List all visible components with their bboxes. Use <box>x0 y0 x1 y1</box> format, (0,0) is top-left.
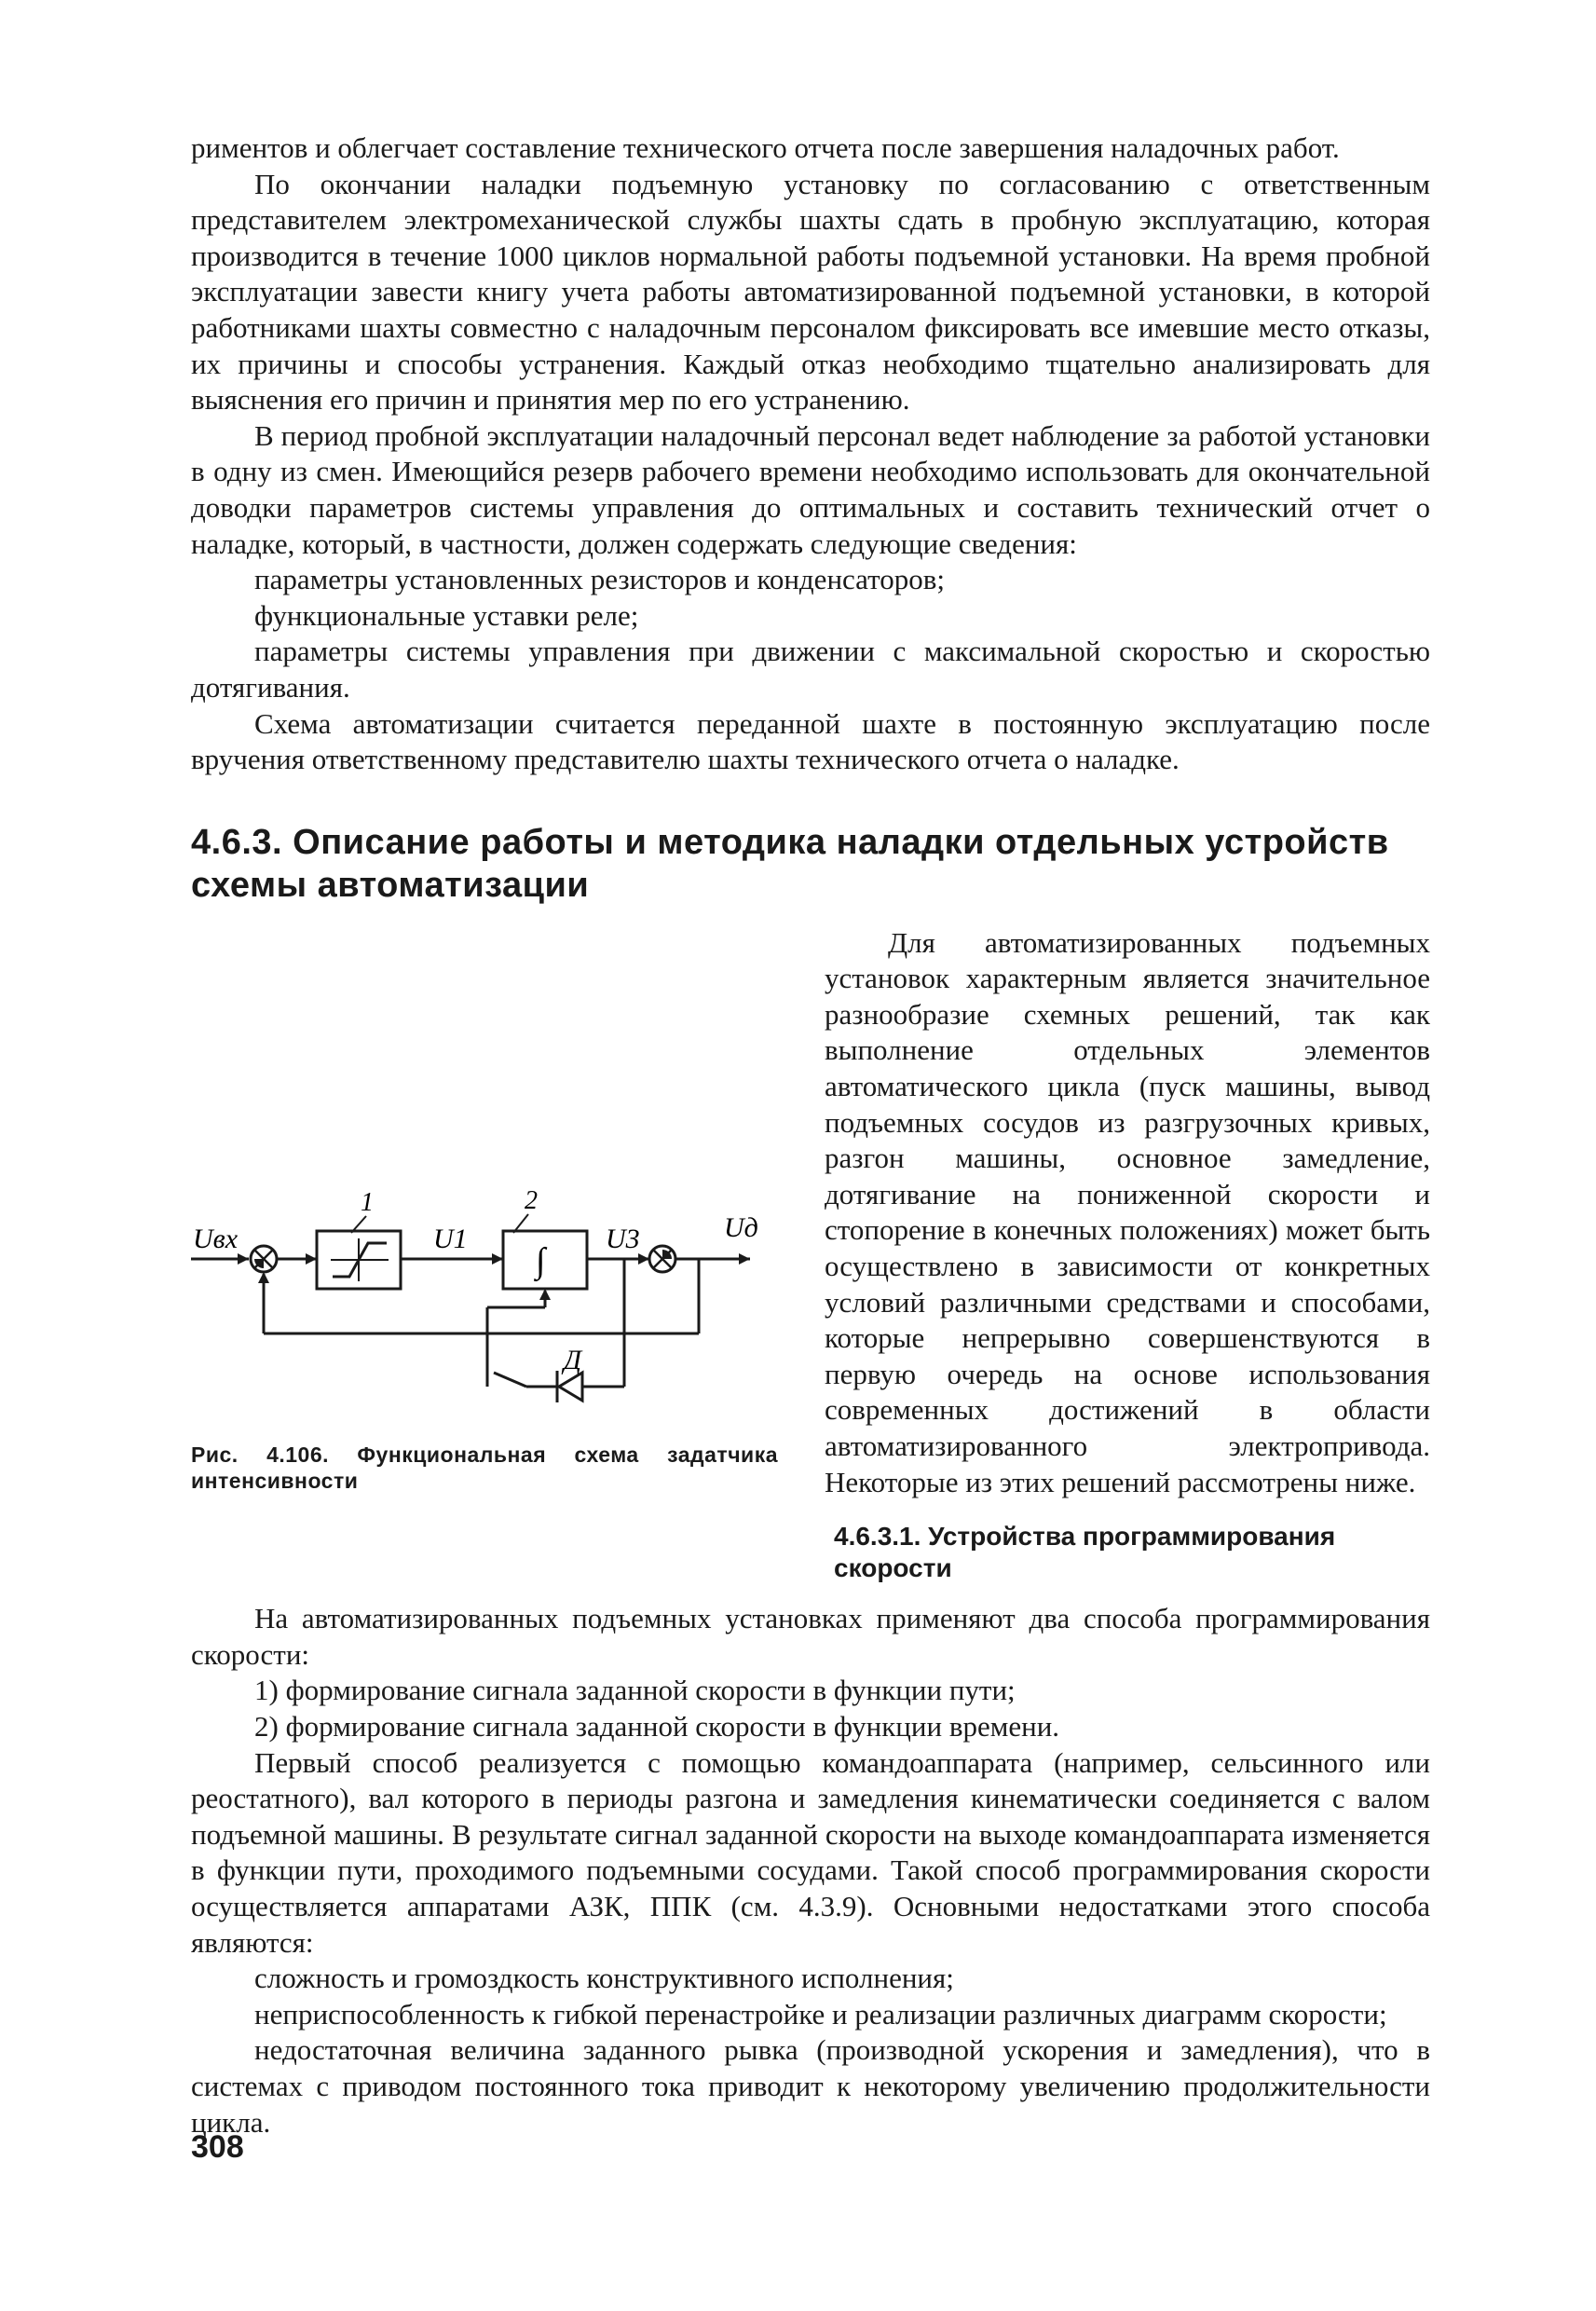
u1-label: U1 <box>433 1223 468 1254</box>
list-item-resistors: параметры установленных резисторов и конденсаторов; <box>254 563 946 596</box>
switch-contact <box>494 1373 526 1387</box>
u3-label: U3 <box>606 1223 640 1254</box>
feedback-arrow <box>258 1272 269 1283</box>
section-intro-text: Для автоматизированных подъемных установок характерным является значительное разнообразие схемных решений, так как выполнение отдельных элементов автоматического цикла (пуск машины, вывод подъемных сосудов из разгрузочных кривых, разгон машины, основное замедление, дотягивание на пониженной скорости и стопорение в конечных положениях) может быть осуществлено в зависимости от конкретных условий различными средствами и способами, которые непрерывно совершенствуются в первую очередь на основе использования современных достижений в области автоматизированного электропривода. Некоторые из этих решений рассмотрены ниже. <box>825 925 1430 1498</box>
subsection-title: 4.6.3.1. Устройства программирования скорости <box>834 1522 1336 1583</box>
page-body <box>191 130 1430 2140</box>
input-arrow <box>238 1253 249 1265</box>
paragraph-two-methods: На автоматизированных подъемных установках применяют два способа программирования скорости: <box>191 1602 1430 1671</box>
paragraph-handover: Схема автоматизации считается переданной шахте в постоянную эксплуатацию после вручения ответственному представителю шахты технического отчета о наладке. <box>191 706 1430 776</box>
diode-label: Д <box>564 1344 582 1375</box>
list-item-jerk: недостаточная величина заданного рывка (производной ускорения и замедления), что в системах с приводом постоянного тока приводит к некоторому увеличению продолжительности цикла. <box>191 2033 1430 2139</box>
arrow-to-block-1 <box>306 1253 317 1265</box>
paragraph-trial-operation: По окончании наладки подъемную установку по согласованию с ответственным представителем электромеханической службы шахты сдать в пробную эксплуатацию, которая производится в течение 1000 циклов нормальной работы подъемной установки. На время пробной эксплуатации завести книгу учета работы автоматизированной подъемной установки, в которой работниками шахты совместно с наладочным персоналом фиксировать все имевшие место отказы, их причины и способы устранения. Каждый отказ необходимо тщательно анализировать для выяснения его причин и принятия мер по его устранению. <box>191 167 1430 417</box>
list-item-inflexibility: неприспособленность к гибкой перенастройке и реализации различных диаграмм скорости; <box>254 1997 1387 2031</box>
paragraph-section-intro <box>191 925 1430 1501</box>
paragraph-first-method: Первый способ реализуется с помощью командоаппарата (например, сельсинного или реостатного), вал которого в периоды разгона и замедления кинематически соединяется с валом подъемной машины. В результате сигнал заданной скорости на выходе командоаппарата изменяется в функции пути, проходимого подъемными сосудами. Такой способ программирования скорости осуществляется аппаратами АЗК, ППК (см. 4.3.9). Основными недостатками этого способа являются: <box>191 1745 1430 1959</box>
output-arrow <box>739 1253 750 1265</box>
list-item-complexity: сложность и громоздкость конструктивного исполнения; <box>254 1962 954 1995</box>
block-1-number: 1 <box>361 1187 374 1217</box>
figure-intensity-setter <box>191 1186 806 1494</box>
paragraph-report-contents: В период пробной эксплуатации наладочный персонал ведет наблюдение за работой установки в одну из смен. Имеющийся резерв рабочего времени необходимо использовать для окончательной доводки параметров системы управления до оптимальных и составить технический отчет о наладке, который, в частности, должен содержать следующие сведения: <box>191 418 1430 560</box>
diode-triangle <box>559 1373 582 1401</box>
list-item-relay-settings: функциональные уставки реле; <box>254 598 639 632</box>
paragraph-continuation: риментов и облегчает составление технического отчета после завершения наладочных работ. <box>191 131 1340 164</box>
integrator-input-arrow <box>539 1289 551 1300</box>
arrow-to-junction-2 <box>638 1253 649 1265</box>
block-2-number: 2 <box>525 1185 538 1215</box>
section-title: 4.6.3. Описание работы и методика наладки отдельных устройств схемы автоматизации <box>191 822 1389 905</box>
list-item-control-parameters: параметры системы управления при движении с максимальной скоростью и скоростью дотягивания. <box>191 635 1430 704</box>
output-label: Uд <box>724 1211 758 1243</box>
functional-diagram <box>191 1186 806 1429</box>
input-label: Uвх <box>193 1223 239 1254</box>
figure-caption: Рис. 4.106. Функциональная схема задатчика интенсивности <box>191 1442 778 1493</box>
integrator-symbol: ∫ <box>536 1240 546 1280</box>
list-item-time-function: 2) формирование сигнала заданной скорости в функции времени. <box>254 1709 1060 1743</box>
list-item-path-function: 1) формирование сигнала заданной скорости в функции пути; <box>254 1674 1016 1707</box>
page-number: 308 <box>191 2129 244 2165</box>
arrow-to-block-2 <box>492 1253 503 1265</box>
